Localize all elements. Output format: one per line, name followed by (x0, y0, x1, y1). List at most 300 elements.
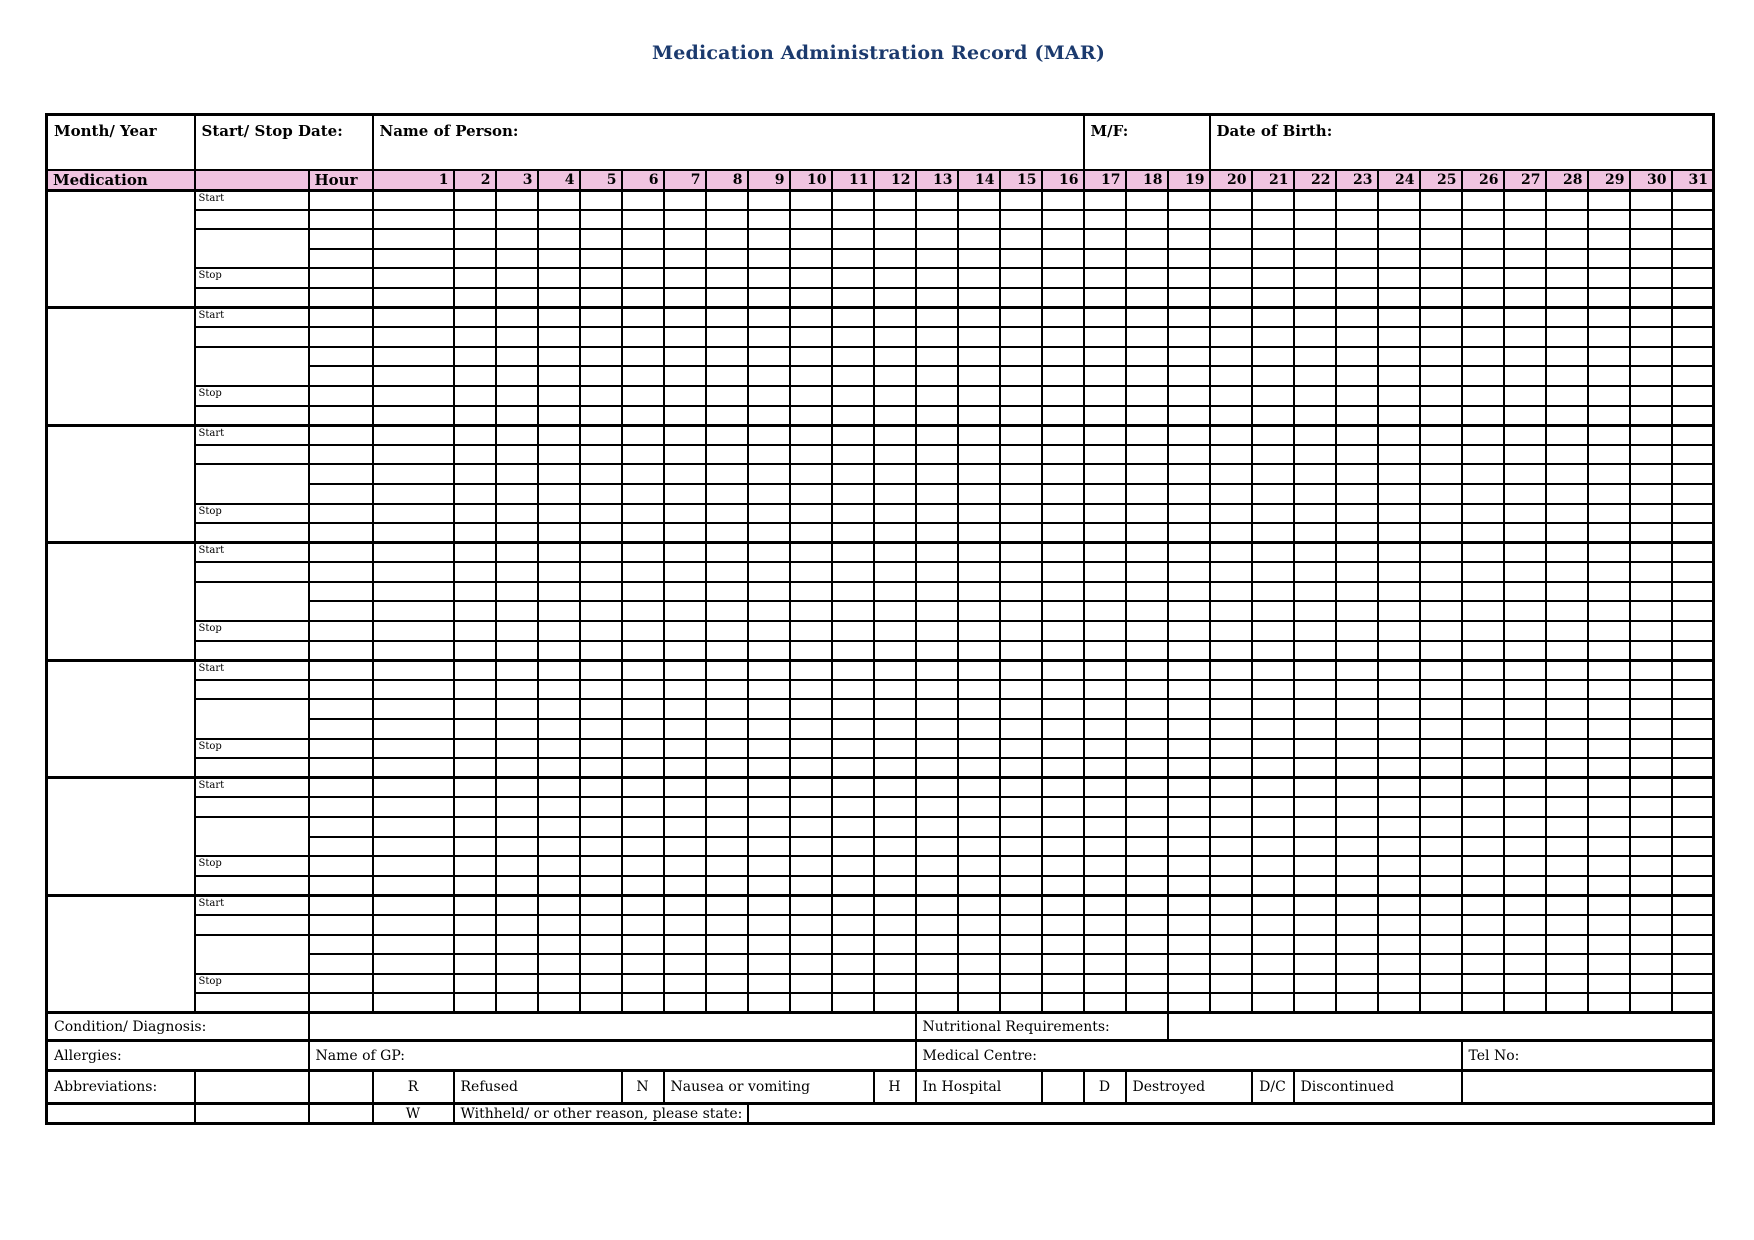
day-grid-cell[interactable] (706, 445, 748, 465)
day-grid-cell[interactable] (958, 523, 1000, 543)
day-grid-cell[interactable] (1168, 562, 1210, 582)
day-grid-cell[interactable] (1042, 641, 1084, 661)
day-grid-cell[interactable] (1000, 425, 1042, 445)
day-grid-cell[interactable] (1672, 797, 1714, 817)
day-grid-cell[interactable] (496, 425, 538, 445)
day-grid-cell[interactable] (1672, 993, 1714, 1013)
day-grid-cell[interactable] (706, 974, 748, 994)
day-grid-cell[interactable] (1252, 562, 1294, 582)
day-grid-cell[interactable] (1084, 621, 1126, 641)
day-grid-cell[interactable] (622, 288, 664, 308)
day-grid-cell[interactable] (1126, 464, 1168, 484)
day-grid-cell[interactable] (1630, 268, 1672, 288)
day-grid-cell[interactable] (706, 190, 748, 210)
day-grid-cell[interactable] (580, 249, 622, 269)
day-grid-cell[interactable] (1252, 935, 1294, 955)
day-grid-cell[interactable] (454, 229, 496, 249)
day-grid-cell[interactable] (1378, 895, 1420, 915)
day-grid-cell[interactable] (622, 347, 664, 367)
day-grid-cell[interactable] (748, 347, 790, 367)
day-grid-cell[interactable] (748, 464, 790, 484)
day-grid-cell[interactable] (454, 268, 496, 288)
day-grid-cell[interactable] (706, 386, 748, 406)
day-grid-cell[interactable] (790, 660, 832, 680)
day-grid-cell[interactable] (1000, 288, 1042, 308)
day-grid-cell[interactable] (832, 327, 874, 347)
date-cell[interactable] (195, 210, 309, 230)
day-grid-cell[interactable] (790, 308, 832, 328)
day-grid-cell[interactable] (1462, 974, 1504, 994)
day-grid-cell[interactable] (1168, 876, 1210, 896)
day-grid-cell[interactable] (1252, 660, 1294, 680)
day-grid-cell[interactable] (1042, 190, 1084, 210)
day-grid-cell[interactable] (1084, 797, 1126, 817)
day-grid-cell[interactable] (373, 425, 454, 445)
day-grid-cell[interactable] (454, 641, 496, 661)
day-grid-cell[interactable] (1210, 641, 1252, 661)
day-grid-cell[interactable] (1252, 778, 1294, 798)
day-grid-cell[interactable] (1420, 229, 1462, 249)
day-grid-cell[interactable] (790, 895, 832, 915)
day-grid-cell[interactable] (874, 249, 916, 269)
day-grid-cell[interactable] (706, 288, 748, 308)
day-grid-cell[interactable] (1672, 915, 1714, 935)
day-grid-cell[interactable] (874, 895, 916, 915)
day-grid-cell[interactable] (1504, 778, 1546, 798)
day-grid-cell[interactable] (1588, 190, 1630, 210)
day-grid-cell[interactable] (580, 484, 622, 504)
day-grid-cell[interactable] (832, 641, 874, 661)
day-grid-cell[interactable] (454, 856, 496, 876)
hour-cell[interactable] (309, 386, 373, 406)
day-grid-cell[interactable] (1294, 347, 1336, 367)
day-grid-cell[interactable] (1210, 249, 1252, 269)
day-grid-cell[interactable] (832, 562, 874, 582)
day-grid-cell[interactable] (1042, 993, 1084, 1013)
day-grid-cell[interactable] (538, 288, 580, 308)
day-grid-cell[interactable] (622, 797, 664, 817)
day-grid-cell[interactable] (622, 993, 664, 1013)
day-grid-cell[interactable] (874, 288, 916, 308)
day-grid-cell[interactable] (1126, 915, 1168, 935)
day-grid-cell[interactable] (1294, 915, 1336, 935)
day-grid-cell[interactable] (1588, 601, 1630, 621)
day-grid-cell[interactable] (1546, 268, 1588, 288)
day-grid-cell[interactable] (874, 876, 916, 896)
day-grid-cell[interactable] (1210, 445, 1252, 465)
day-grid-cell[interactable] (832, 915, 874, 935)
hour-cell[interactable] (309, 797, 373, 817)
day-grid-cell[interactable] (1588, 719, 1630, 739)
day-grid-cell[interactable] (1504, 249, 1546, 269)
day-grid-cell[interactable] (1672, 386, 1714, 406)
day-grid-cell[interactable] (1378, 308, 1420, 328)
day-grid-cell[interactable] (1294, 719, 1336, 739)
day-grid-cell[interactable] (1378, 641, 1420, 661)
day-grid-cell[interactable] (1084, 347, 1126, 367)
day-grid-cell[interactable] (538, 993, 580, 1013)
day-grid-cell[interactable] (496, 445, 538, 465)
day-grid-cell[interactable] (538, 876, 580, 896)
day-grid-cell[interactable] (1252, 288, 1294, 308)
hour-cell[interactable] (309, 268, 373, 288)
day-grid-cell[interactable] (1588, 523, 1630, 543)
day-grid-cell[interactable] (1252, 268, 1294, 288)
day-grid-cell[interactable] (1462, 308, 1504, 328)
day-grid-cell[interactable] (622, 935, 664, 955)
day-grid-cell[interactable] (1084, 856, 1126, 876)
day-grid-cell[interactable] (706, 915, 748, 935)
day-grid-cell[interactable] (1546, 817, 1588, 837)
day-grid-cell[interactable] (1042, 778, 1084, 798)
day-grid-cell[interactable] (1588, 562, 1630, 582)
day-grid-cell[interactable] (1084, 406, 1126, 426)
day-grid-cell[interactable] (1126, 699, 1168, 719)
day-grid-cell[interactable] (496, 935, 538, 955)
day-grid-cell[interactable] (1252, 249, 1294, 269)
day-grid-cell[interactable] (706, 817, 748, 837)
day-grid-cell[interactable] (1588, 876, 1630, 896)
day-grid-cell[interactable] (958, 249, 1000, 269)
day-grid-cell[interactable] (454, 523, 496, 543)
date-of-birth-header[interactable]: Date of Birth: (1210, 115, 1714, 170)
day-grid-cell[interactable] (1336, 268, 1378, 288)
day-grid-cell[interactable] (1126, 954, 1168, 974)
day-grid-cell[interactable] (1294, 484, 1336, 504)
day-grid-cell[interactable] (1084, 935, 1126, 955)
day-grid-cell[interactable] (874, 621, 916, 641)
stop-label-cell[interactable]: Stop (195, 268, 309, 288)
day-grid-cell[interactable] (496, 406, 538, 426)
day-grid-cell[interactable] (1084, 268, 1126, 288)
day-grid-cell[interactable] (1000, 993, 1042, 1013)
day-grid-cell[interactable] (874, 347, 916, 367)
day-grid-cell[interactable] (706, 778, 748, 798)
day-grid-cell[interactable] (916, 229, 958, 249)
day-grid-cell[interactable] (1630, 699, 1672, 719)
day-grid-cell[interactable] (1294, 504, 1336, 524)
day-grid-cell[interactable] (1378, 464, 1420, 484)
date-cell[interactable] (195, 445, 309, 465)
day-grid-cell[interactable] (1168, 739, 1210, 759)
day-grid-cell[interactable] (1672, 425, 1714, 445)
hour-cell[interactable] (309, 229, 373, 249)
day-grid-cell[interactable] (1546, 621, 1588, 641)
day-grid-cell[interactable] (1336, 954, 1378, 974)
hour-cell[interactable] (309, 876, 373, 896)
date-cell[interactable] (195, 758, 309, 778)
day-grid-cell[interactable] (496, 739, 538, 759)
day-grid-cell[interactable] (622, 406, 664, 426)
day-grid-cell[interactable] (622, 954, 664, 974)
day-grid-cell[interactable] (1042, 484, 1084, 504)
day-grid-cell[interactable] (538, 406, 580, 426)
day-grid-cell[interactable] (916, 249, 958, 269)
day-grid-cell[interactable] (1672, 856, 1714, 876)
day-grid-cell[interactable] (874, 543, 916, 563)
day-grid-cell[interactable] (1504, 739, 1546, 759)
day-grid-cell[interactable] (373, 758, 454, 778)
day-grid-cell[interactable] (496, 308, 538, 328)
day-grid-cell[interactable] (1000, 445, 1042, 465)
day-grid-cell[interactable] (1084, 288, 1126, 308)
day-grid-cell[interactable] (832, 974, 874, 994)
day-grid-cell[interactable] (1126, 739, 1168, 759)
day-grid-cell[interactable] (916, 993, 958, 1013)
day-grid-cell[interactable] (1546, 935, 1588, 955)
medication-name-cell[interactable] (47, 543, 195, 661)
day-grid-cell[interactable] (832, 543, 874, 563)
day-grid-cell[interactable] (790, 523, 832, 543)
day-grid-cell[interactable] (664, 190, 706, 210)
day-grid-cell[interactable] (1630, 406, 1672, 426)
day-grid-cell[interactable] (1126, 895, 1168, 915)
day-grid-cell[interactable] (1210, 601, 1252, 621)
start-label-cell[interactable]: Start (195, 895, 309, 915)
name-of-gp-label[interactable]: Name of GP: (309, 1041, 916, 1071)
day-grid-cell[interactable] (1042, 837, 1084, 857)
day-grid-cell[interactable] (1630, 190, 1672, 210)
day-grid-cell[interactable] (1210, 190, 1252, 210)
day-grid-cell[interactable] (454, 817, 496, 837)
day-grid-cell[interactable] (664, 680, 706, 700)
day-grid-cell[interactable] (1000, 895, 1042, 915)
day-grid-cell[interactable] (1630, 856, 1672, 876)
day-grid-cell[interactable] (748, 876, 790, 896)
date-cell[interactable] (195, 523, 309, 543)
day-grid-cell[interactable] (1126, 817, 1168, 837)
day-grid-cell[interactable] (538, 347, 580, 367)
day-grid-cell[interactable] (832, 856, 874, 876)
day-grid-cell[interactable] (622, 504, 664, 524)
day-grid-cell[interactable] (1378, 484, 1420, 504)
day-grid-cell[interactable] (538, 210, 580, 230)
day-grid-cell[interactable] (790, 347, 832, 367)
day-grid-cell[interactable] (1168, 758, 1210, 778)
medication-name-cell[interactable] (47, 778, 195, 896)
hour-cell[interactable] (309, 543, 373, 563)
hour-cell[interactable] (309, 974, 373, 994)
day-grid-cell[interactable] (1462, 504, 1504, 524)
day-grid-cell[interactable] (1126, 641, 1168, 661)
day-grid-cell[interactable] (1042, 288, 1084, 308)
day-grid-cell[interactable] (1588, 699, 1630, 719)
day-grid-cell[interactable] (580, 327, 622, 347)
day-grid-cell[interactable] (1378, 837, 1420, 857)
day-grid-cell[interactable] (1462, 347, 1504, 367)
day-grid-cell[interactable] (622, 190, 664, 210)
day-grid-cell[interactable] (1588, 582, 1630, 602)
day-grid-cell[interactable] (1000, 523, 1042, 543)
day-grid-cell[interactable] (1630, 837, 1672, 857)
day-grid-cell[interactable] (1168, 719, 1210, 739)
day-grid-cell[interactable] (1084, 817, 1126, 837)
day-grid-cell[interactable] (1546, 601, 1588, 621)
day-grid-cell[interactable] (1504, 582, 1546, 602)
day-grid-cell[interactable] (1126, 660, 1168, 680)
day-grid-cell[interactable] (664, 856, 706, 876)
day-grid-cell[interactable] (1588, 229, 1630, 249)
day-grid-cell[interactable] (496, 719, 538, 739)
day-grid-cell[interactable] (1252, 582, 1294, 602)
day-grid-cell[interactable] (790, 856, 832, 876)
day-grid-cell[interactable] (1378, 210, 1420, 230)
hour-cell[interactable] (309, 993, 373, 1013)
day-grid-cell[interactable] (706, 327, 748, 347)
day-grid-cell[interactable] (580, 915, 622, 935)
day-grid-cell[interactable] (1462, 739, 1504, 759)
day-grid-cell[interactable] (664, 425, 706, 445)
day-grid-cell[interactable] (916, 974, 958, 994)
day-grid-cell[interactable] (1210, 504, 1252, 524)
day-grid-cell[interactable] (1168, 856, 1210, 876)
day-grid-cell[interactable] (874, 993, 916, 1013)
day-grid-cell[interactable] (790, 974, 832, 994)
allergies-label[interactable]: Allergies: (47, 1041, 309, 1071)
day-grid-cell[interactable] (1546, 249, 1588, 269)
day-grid-cell[interactable] (1588, 837, 1630, 857)
day-grid-cell[interactable] (1168, 327, 1210, 347)
day-grid-cell[interactable] (1294, 837, 1336, 857)
day-grid-cell[interactable] (958, 347, 1000, 367)
day-grid-cell[interactable] (1168, 601, 1210, 621)
day-grid-cell[interactable] (373, 543, 454, 563)
date-cell[interactable] (195, 406, 309, 426)
day-grid-cell[interactable] (538, 660, 580, 680)
day-grid-cell[interactable] (1294, 758, 1336, 778)
day-grid-cell[interactable] (1294, 249, 1336, 269)
day-grid-cell[interactable] (1294, 308, 1336, 328)
hour-cell[interactable] (309, 641, 373, 661)
day-grid-cell[interactable] (1084, 778, 1126, 798)
day-grid-cell[interactable] (538, 504, 580, 524)
day-grid-cell[interactable] (1000, 680, 1042, 700)
day-grid-cell[interactable] (622, 660, 664, 680)
day-grid-cell[interactable] (1000, 229, 1042, 249)
day-grid-cell[interactable] (1378, 758, 1420, 778)
day-grid-cell[interactable] (1420, 954, 1462, 974)
day-grid-cell[interactable] (1504, 386, 1546, 406)
day-grid-cell[interactable] (1546, 974, 1588, 994)
day-grid-cell[interactable] (1126, 719, 1168, 739)
day-grid-cell[interactable] (1630, 249, 1672, 269)
day-grid-cell[interactable] (874, 758, 916, 778)
day-grid-cell[interactable] (454, 366, 496, 386)
day-grid-cell[interactable] (496, 660, 538, 680)
day-grid-cell[interactable] (580, 739, 622, 759)
day-grid-cell[interactable] (1504, 601, 1546, 621)
day-grid-cell[interactable] (1462, 641, 1504, 661)
stop-label-cell[interactable]: Stop (195, 856, 309, 876)
month-year-header[interactable]: Month/ Year (47, 115, 195, 170)
day-grid-cell[interactable] (1588, 347, 1630, 367)
day-grid-cell[interactable] (874, 660, 916, 680)
day-grid-cell[interactable] (1462, 406, 1504, 426)
day-grid-cell[interactable] (1252, 758, 1294, 778)
day-grid-cell[interactable] (790, 229, 832, 249)
day-grid-cell[interactable] (1462, 445, 1504, 465)
date-cell[interactable] (195, 288, 309, 308)
day-grid-cell[interactable] (916, 210, 958, 230)
hour-cell[interactable] (309, 504, 373, 524)
day-grid-cell[interactable] (1504, 719, 1546, 739)
medication-name-cell[interactable] (47, 190, 195, 308)
day-grid-cell[interactable] (622, 327, 664, 347)
day-grid-cell[interactable] (706, 935, 748, 955)
day-grid-cell[interactable] (496, 543, 538, 563)
day-grid-cell[interactable] (1336, 719, 1378, 739)
day-grid-cell[interactable] (916, 308, 958, 328)
day-grid-cell[interactable] (790, 797, 832, 817)
day-grid-cell[interactable] (1672, 758, 1714, 778)
hour-cell[interactable] (309, 562, 373, 582)
day-grid-cell[interactable] (1630, 308, 1672, 328)
day-grid-cell[interactable] (748, 797, 790, 817)
day-grid-cell[interactable] (1042, 739, 1084, 759)
day-grid-cell[interactable] (1126, 308, 1168, 328)
day-grid-cell[interactable] (748, 210, 790, 230)
day-grid-cell[interactable] (1168, 347, 1210, 367)
day-grid-cell[interactable] (790, 190, 832, 210)
day-grid-cell[interactable] (1336, 993, 1378, 1013)
day-grid-cell[interactable] (1672, 876, 1714, 896)
day-grid-cell[interactable] (1336, 935, 1378, 955)
day-grid-cell[interactable] (1168, 660, 1210, 680)
day-grid-cell[interactable] (1210, 797, 1252, 817)
date-cell[interactable] (195, 993, 309, 1013)
day-grid-cell[interactable] (1168, 993, 1210, 1013)
day-grid-cell[interactable] (373, 327, 454, 347)
day-grid-cell[interactable] (1630, 817, 1672, 837)
day-grid-cell[interactable] (1294, 268, 1336, 288)
day-grid-cell[interactable] (748, 425, 790, 445)
day-grid-cell[interactable] (664, 954, 706, 974)
day-grid-cell[interactable] (1630, 484, 1672, 504)
day-grid-cell[interactable] (454, 935, 496, 955)
day-grid-cell[interactable] (1672, 229, 1714, 249)
day-grid-cell[interactable] (748, 935, 790, 955)
day-grid-cell[interactable] (1462, 484, 1504, 504)
day-grid-cell[interactable] (1420, 837, 1462, 857)
day-grid-cell[interactable] (1672, 582, 1714, 602)
day-grid-cell[interactable] (1084, 895, 1126, 915)
hour-cell[interactable] (309, 601, 373, 621)
day-grid-cell[interactable] (748, 229, 790, 249)
day-grid-cell[interactable] (1420, 895, 1462, 915)
day-grid-cell[interactable] (748, 856, 790, 876)
day-grid-cell[interactable] (1588, 895, 1630, 915)
day-grid-cell[interactable] (874, 425, 916, 445)
hour-cell[interactable] (309, 308, 373, 328)
day-grid-cell[interactable] (790, 268, 832, 288)
day-grid-cell[interactable] (1126, 288, 1168, 308)
day-grid-cell[interactable] (874, 210, 916, 230)
day-grid-cell[interactable] (373, 699, 454, 719)
day-grid-cell[interactable] (538, 249, 580, 269)
day-grid-cell[interactable] (1504, 758, 1546, 778)
day-grid-cell[interactable] (1336, 229, 1378, 249)
day-grid-cell[interactable] (1420, 817, 1462, 837)
day-grid-cell[interactable] (1378, 817, 1420, 837)
day-grid-cell[interactable] (1504, 543, 1546, 563)
day-grid-cell[interactable] (916, 758, 958, 778)
day-grid-cell[interactable] (1378, 229, 1420, 249)
day-grid-cell[interactable] (1420, 445, 1462, 465)
day-grid-cell[interactable] (1126, 347, 1168, 367)
day-grid-cell[interactable] (1504, 210, 1546, 230)
day-grid-cell[interactable] (1252, 210, 1294, 230)
condition-diagnosis-label[interactable]: Condition/ Diagnosis: (47, 1013, 309, 1041)
